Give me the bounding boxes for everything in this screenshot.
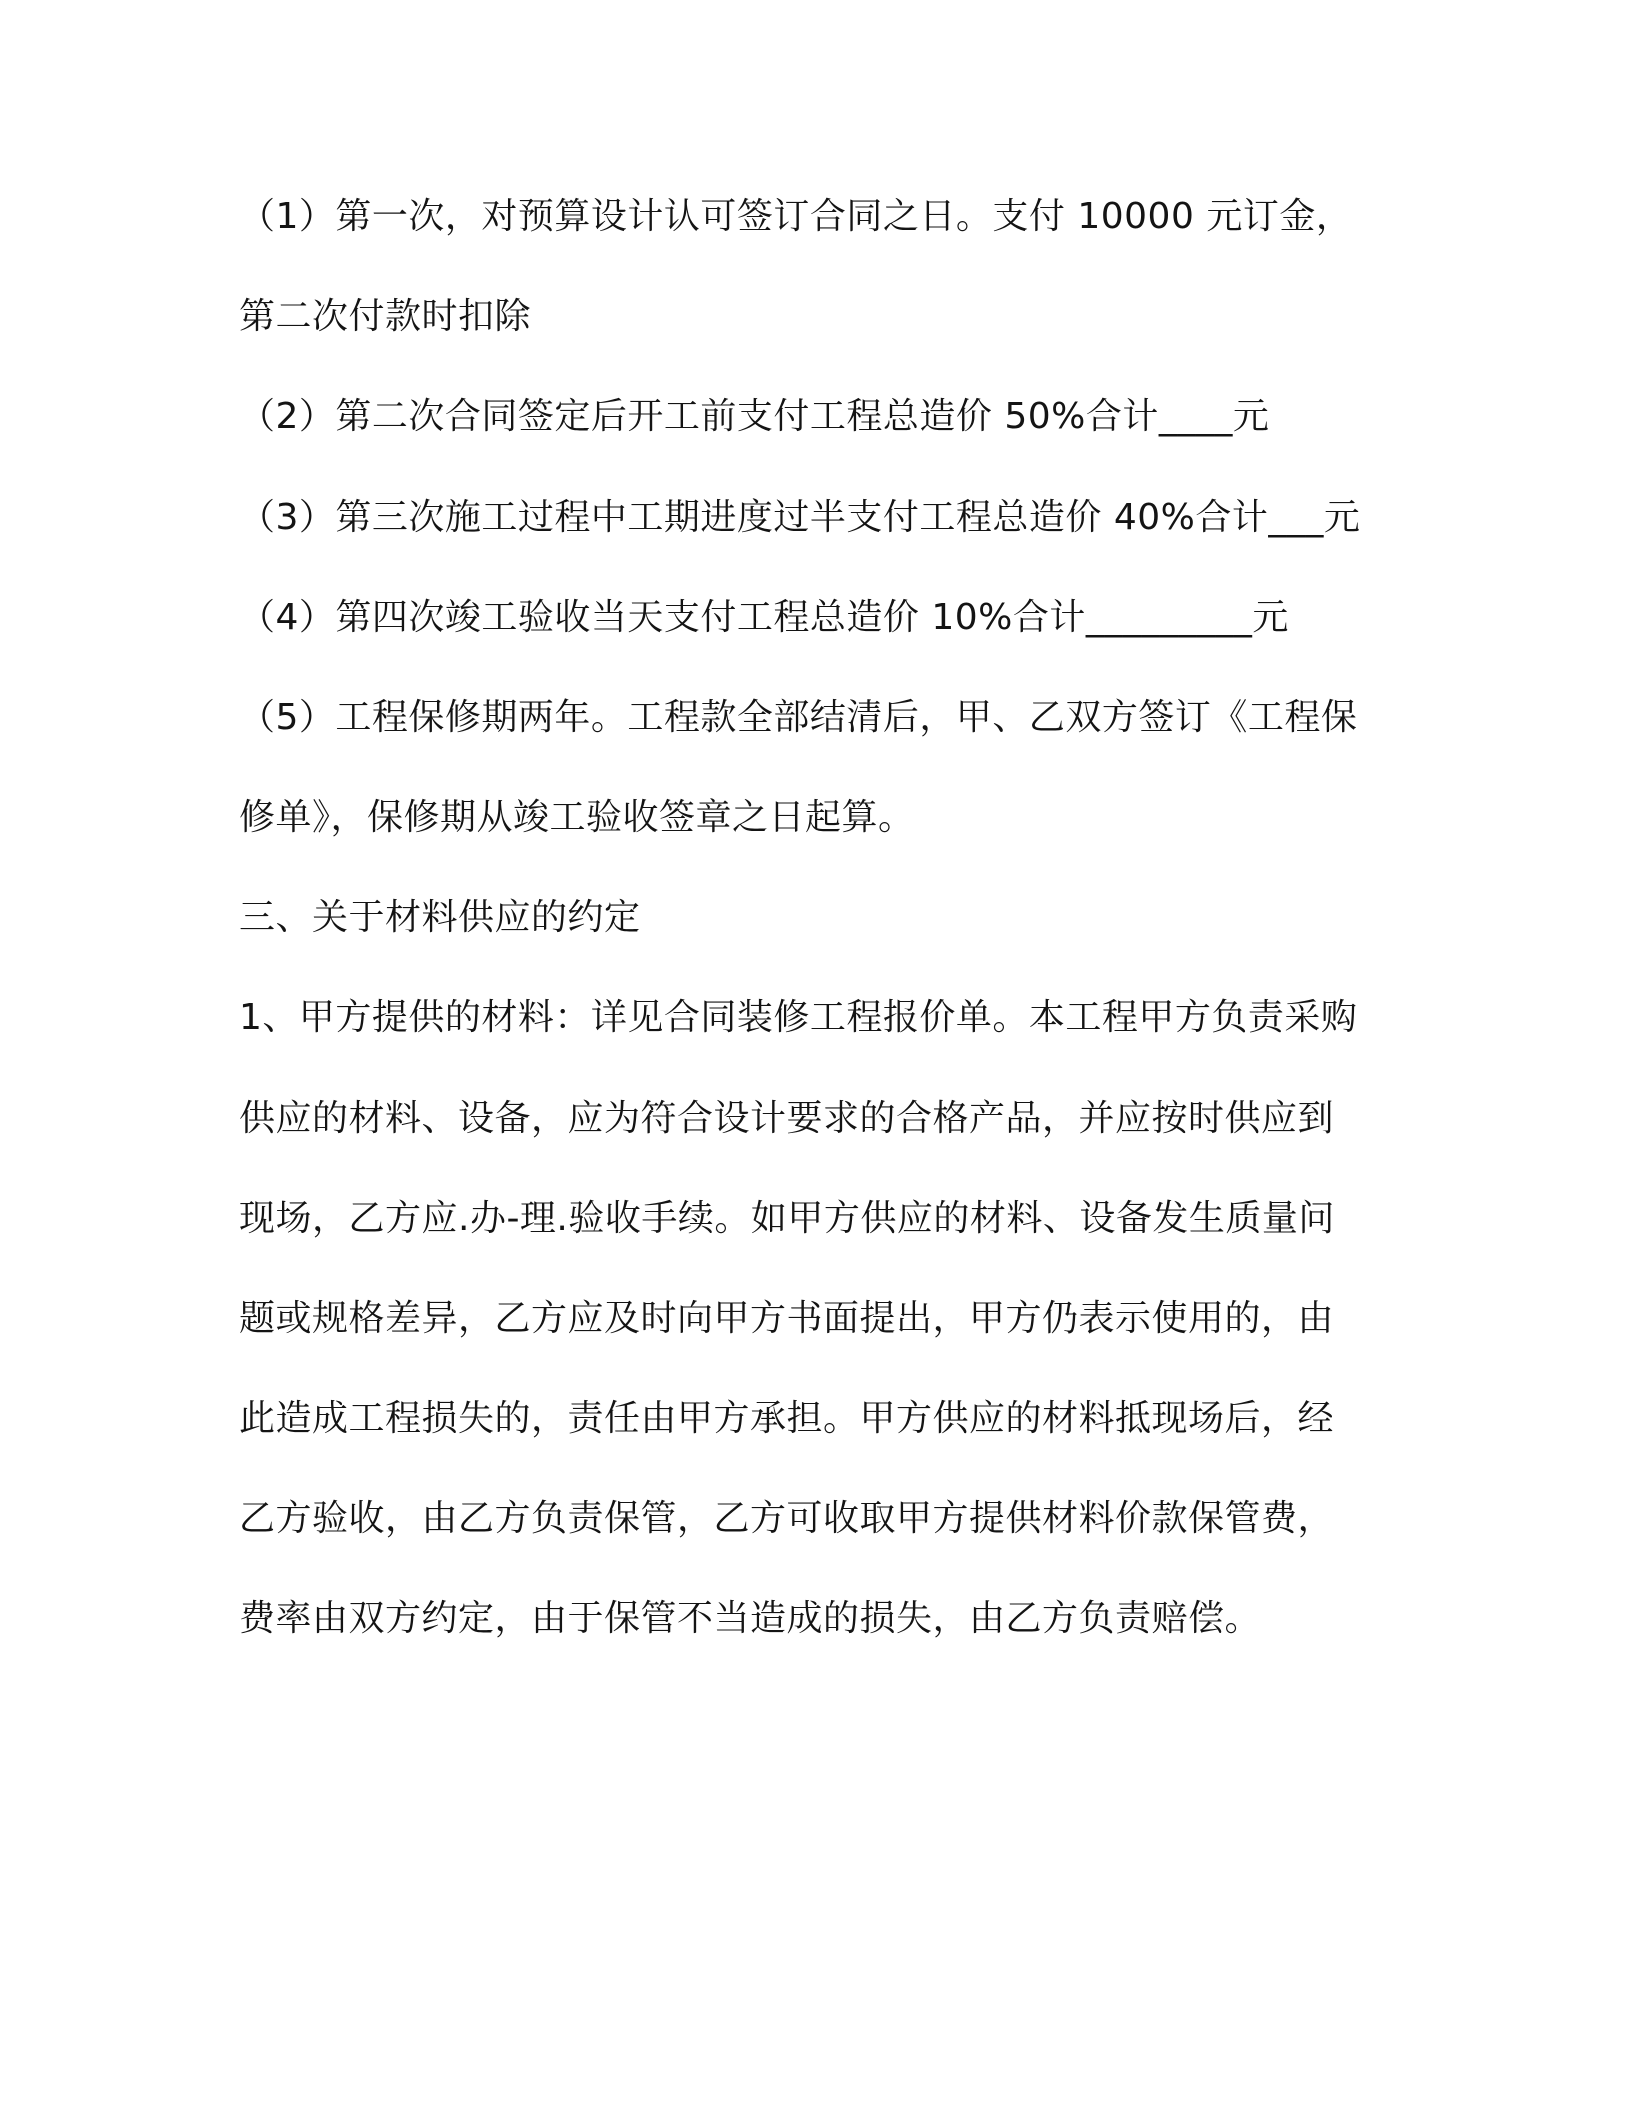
material-clause-line-1: 1、甲方提供的材料：详见合同装修工程报价单。本工程甲方负责采购: [239, 997, 1358, 1038]
material-clause-line-5: 此造成工程损失的，责任由甲方承担。甲方供应的材料抵现场后，经: [239, 1398, 1335, 1439]
section-heading-material-supply: 三、关于材料供应的约定: [239, 897, 641, 938]
payment-item-4: （4）第四次竣工验收当天支付工程总造价 10%合计_________元: [239, 597, 1289, 638]
payment-item-1-line-1: （1）第一次，对预算设计认可签订合同之日。支付 10000 元订金，: [239, 196, 1353, 237]
warranty-item-line-1: （5）工程保修期两年。工程款全部结清后，甲、乙双方签订《工程保: [239, 697, 1358, 738]
payment-item-3: （3）第三次施工过程中工期进度过半支付工程总造价 40%合计___元: [239, 497, 1361, 538]
warranty-item-line-2: 修单》，保修期从竣工验收签章之日起算。: [239, 797, 915, 838]
payment-item-1-line-2: 第二次付款时扣除: [239, 296, 532, 337]
material-clause-line-6: 乙方验收，由乙方负责保管，乙方可收取甲方提供材料价款保管费，: [239, 1498, 1335, 1539]
material-clause-line-2: 供应的材料、设备，应为符合设计要求的合格产品，并应按时供应到: [239, 1098, 1335, 1139]
payment-item-2: （2）第二次合同签定后开工前支付工程总造价 50%合计____元: [239, 396, 1270, 437]
material-clause-line-4: 题或规格差异，乙方应及时向甲方书面提出，甲方仍表示使用的，由: [239, 1298, 1335, 1339]
material-clause-line-7: 费率由双方约定，由于保管不当造成的损失，由乙方负责赔偿。: [239, 1598, 1262, 1639]
material-clause-line-3: 现场，乙方应.办-理.验收手续。如甲方供应的材料、设备发生质量问: [239, 1198, 1335, 1239]
